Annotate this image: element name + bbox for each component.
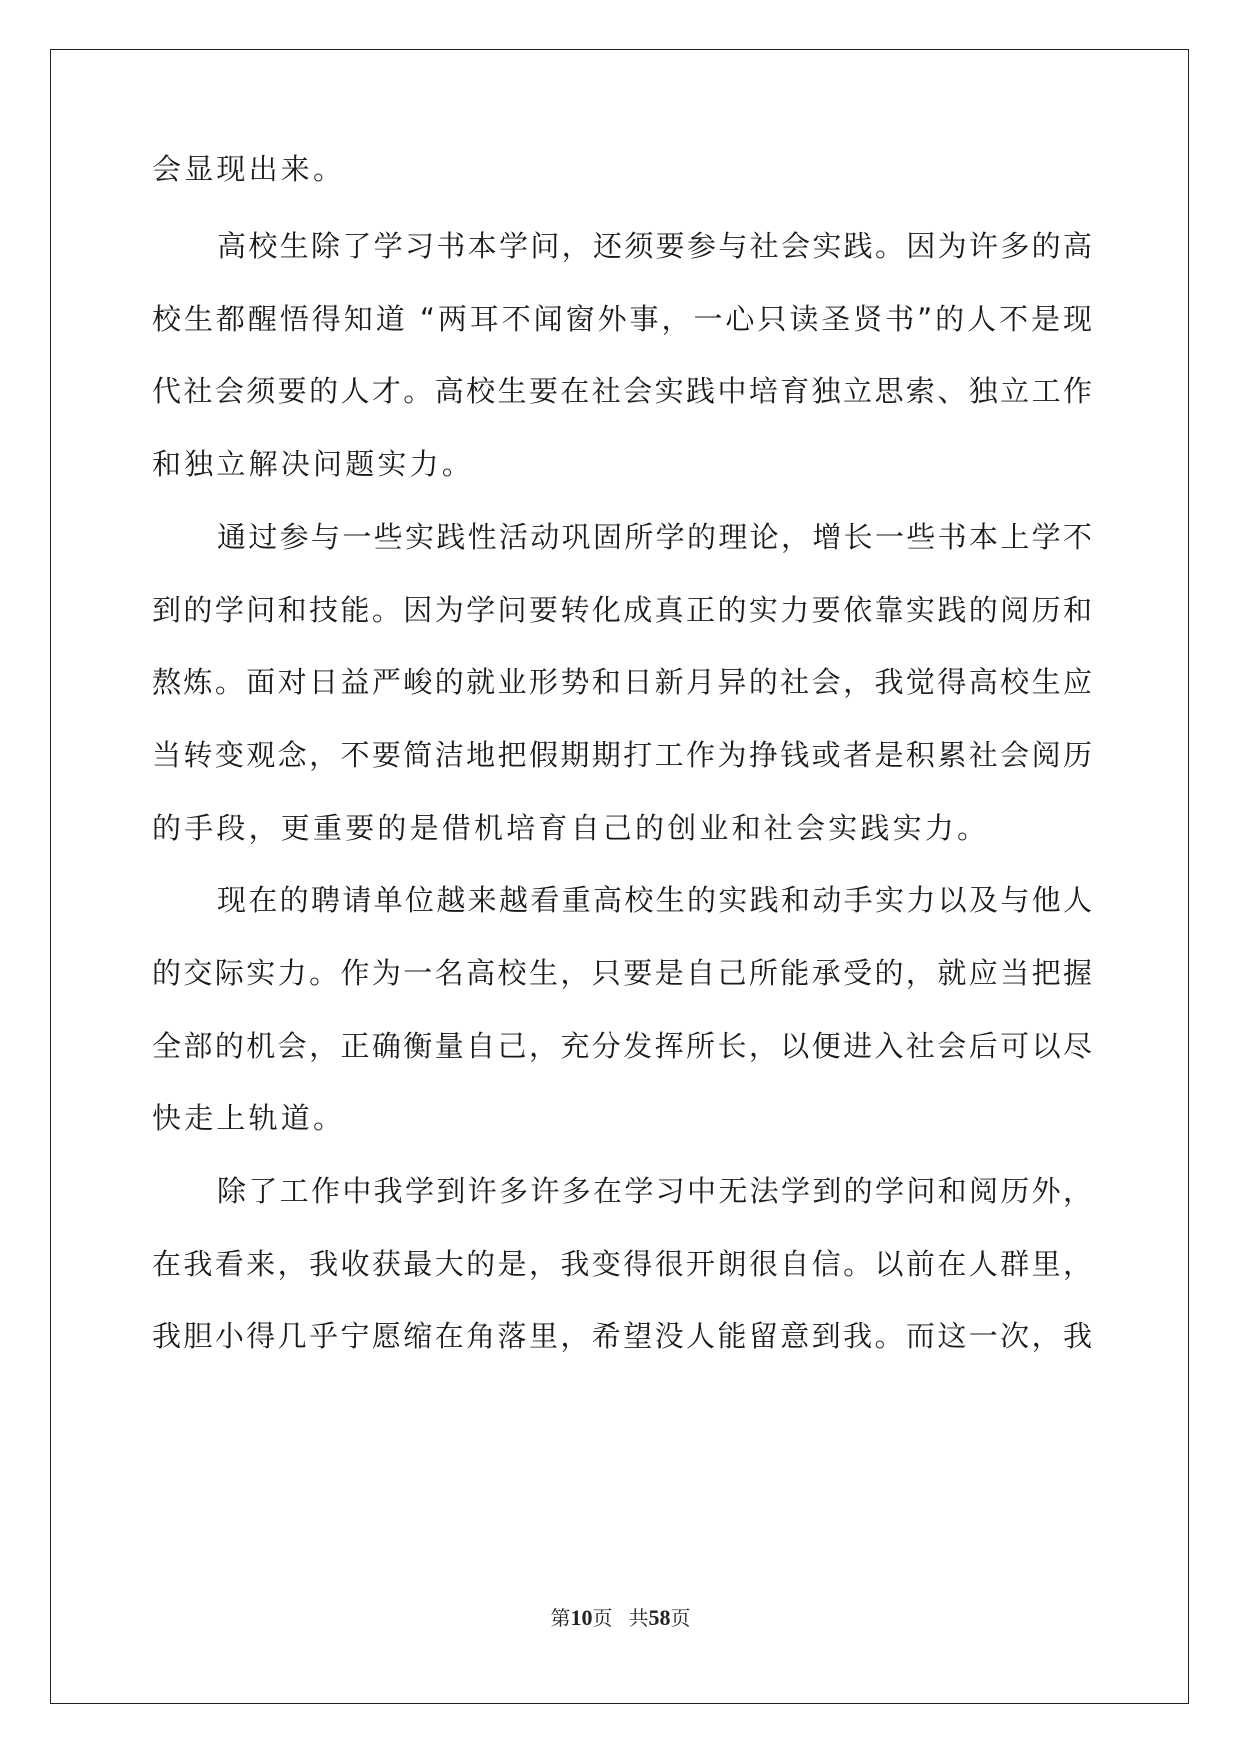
page-number: 10 (570, 1605, 593, 1630)
text-line: 的交际实力。作为一名高校生，只要是自己所能承受的，就应当把握 (152, 956, 1092, 990)
text-line: 校生都醒悟得知道 “两耳不闻窗外事，一心只读圣贤书”的人不是现 (152, 302, 1092, 336)
text-line: 的手段，更重要的是借机培育自己的创业和社会实践实力。 (152, 811, 990, 845)
total-prefix: 共 (628, 1606, 649, 1630)
total-suffix: 页 (670, 1606, 691, 1630)
text-line: 我胆小得几乎宁愿缩在角落里，希望没人能留意到我。而这一次，我 (152, 1319, 1092, 1353)
text-line: 代社会须要的人才。高校生要在社会实践中培育独立思索、独立工作 (152, 374, 1092, 408)
text-line: 全部的机会，正确衡量自己，充分发挥所长，以便进入社会后可以尽 (152, 1029, 1092, 1063)
paragraph-first-line: 通过参与一些实践性活动巩固所学的理论，增长一些书本上学不 (217, 520, 1092, 554)
text-line: 和独立解决问题实力。 (152, 447, 475, 481)
text-line: 在我看来，我收获最大的是，我变得很开朗很自信。以前在人群里， (152, 1247, 1092, 1281)
text-line: 快走上轨道。 (152, 1101, 346, 1135)
page-footer (0, 1604, 1241, 1632)
total-pages: 58 (648, 1605, 671, 1630)
text-line: 会显现出来。 (152, 152, 346, 186)
text-line: 到的学问和技能。因为学问要转化成真正的实力要依靠实践的阅历和 (152, 593, 1092, 627)
paragraph-first-line: 除了工作中我学到许多许多在学习中无法学到的学问和阅历外， (217, 1174, 1092, 1208)
text-line: 当转变观念，不要简洁地把假期期打工作为挣钱或者是积累社会阅历 (152, 738, 1092, 772)
paragraph-first-line: 高校生除了学习书本学问，还须要参与社会实践。因为许多的高 (217, 229, 1092, 263)
text-line: 熬炼。面对日益严峻的就业形势和日新月异的社会，我觉得高校生应 (152, 665, 1092, 699)
page-border (50, 49, 1189, 1704)
paragraph-first-line: 现在的聘请单位越来越看重高校生的实践和动手实力以及与他人 (217, 883, 1092, 917)
page-prefix: 第 (550, 1606, 571, 1630)
page-suffix: 页 (592, 1606, 613, 1630)
